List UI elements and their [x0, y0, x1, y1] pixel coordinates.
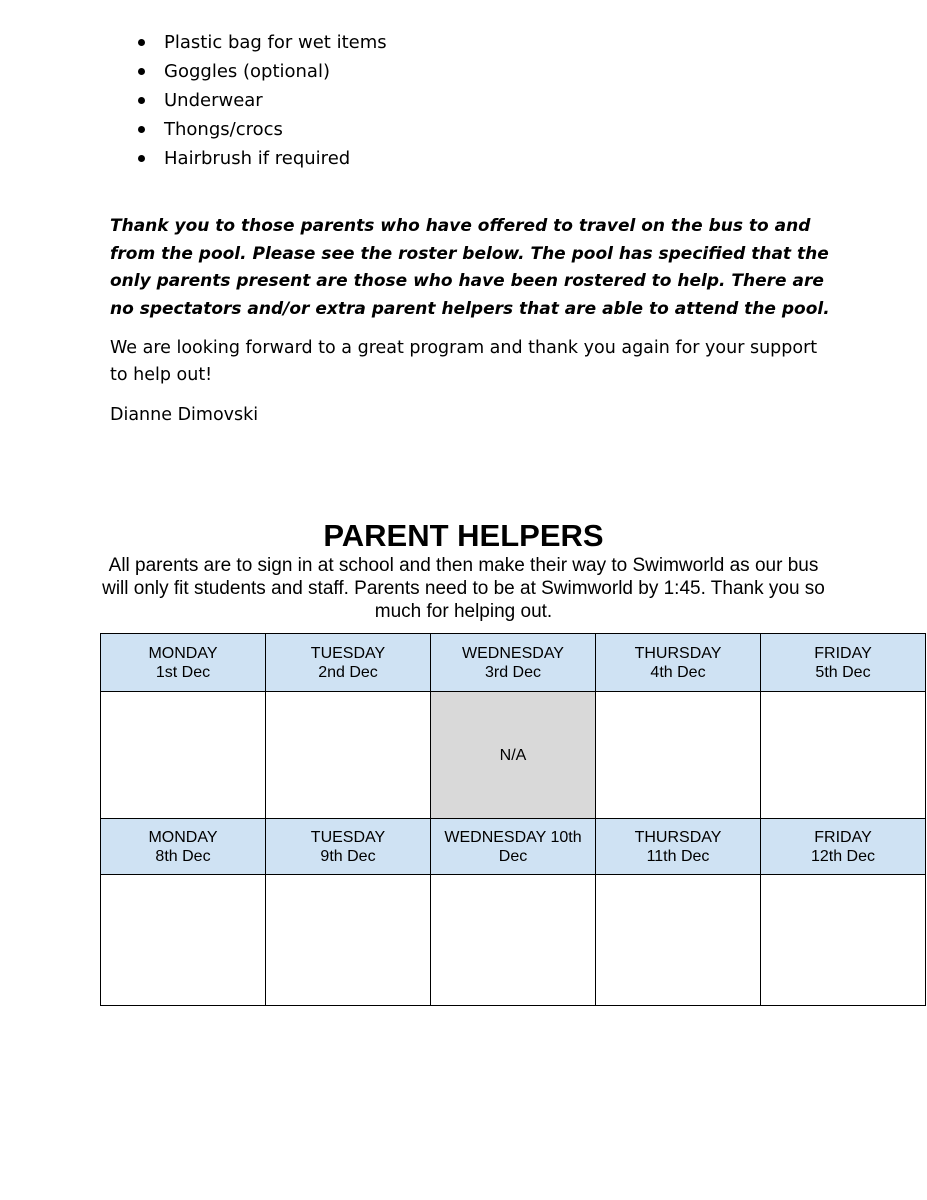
helper-cell[interactable]: [761, 692, 926, 819]
helper-cell[interactable]: [266, 875, 431, 1006]
helper-cell[interactable]: [431, 875, 596, 1006]
helper-cell[interactable]: [101, 692, 266, 819]
section-intro: All parents are to sign in at school and then make their way to Swimworld as our bus will only fit students and staff. Parents need to be at Swimworld by 1:45. Thank you so much for helping out.: [102, 555, 825, 622]
list-item: Goggles (optional): [110, 57, 387, 86]
roster-note: Thank you to those parents who have offered to travel on the bus to and from the pool. Please see the roster below. The pool has specified that the only parents present are those who have been rostered to help. There are no spectators and/or extra parent helpers that are able to attend the pool.: [110, 216, 830, 319]
helper-cell[interactable]: [101, 875, 266, 1006]
week2-header-row: [101, 819, 926, 875]
week1-header-row: [101, 634, 926, 692]
helper-cell[interactable]: [266, 692, 431, 819]
list-item: Hairbrush if required: [110, 144, 387, 173]
day-header: MONDAY 8th Dec: [101, 819, 266, 875]
list-item: Underwear: [110, 86, 387, 115]
day-header: FRIDAY 5th Dec: [761, 634, 926, 692]
list-item: Plastic bag for wet items: [110, 28, 387, 57]
day-header: WEDNESDAY 3rd Dec: [431, 634, 596, 692]
thanks-paragraph: We are looking forward to a great program and thank you again for your support to help out!: [110, 338, 818, 385]
day-header: TUESDAY 9th Dec: [266, 819, 431, 875]
helper-cell[interactable]: [596, 692, 761, 819]
parent-helper-roster: [100, 633, 926, 1006]
section-title: PARENT HELPERS: [323, 518, 604, 553]
helper-cell[interactable]: [761, 875, 926, 1006]
day-header: TUESDAY 2nd Dec: [266, 634, 431, 692]
day-header: THURSDAY 4th Dec: [596, 634, 761, 692]
list-item: Thongs/crocs: [110, 115, 387, 144]
helper-cell-na: N/A: [431, 692, 596, 819]
day-header: FRIDAY 12th Dec: [761, 819, 926, 875]
helper-cell[interactable]: [596, 875, 761, 1006]
day-header: THURSDAY 11th Dec: [596, 819, 761, 875]
day-header: WEDNESDAY 10th Dec: [431, 819, 596, 875]
week1-helpers-row: [101, 692, 926, 819]
signature: Dianne Dimovski: [110, 405, 259, 425]
packing-list: [110, 28, 387, 173]
day-header: MONDAY 1st Dec: [101, 634, 266, 692]
week2-helpers-row: [101, 875, 926, 1006]
